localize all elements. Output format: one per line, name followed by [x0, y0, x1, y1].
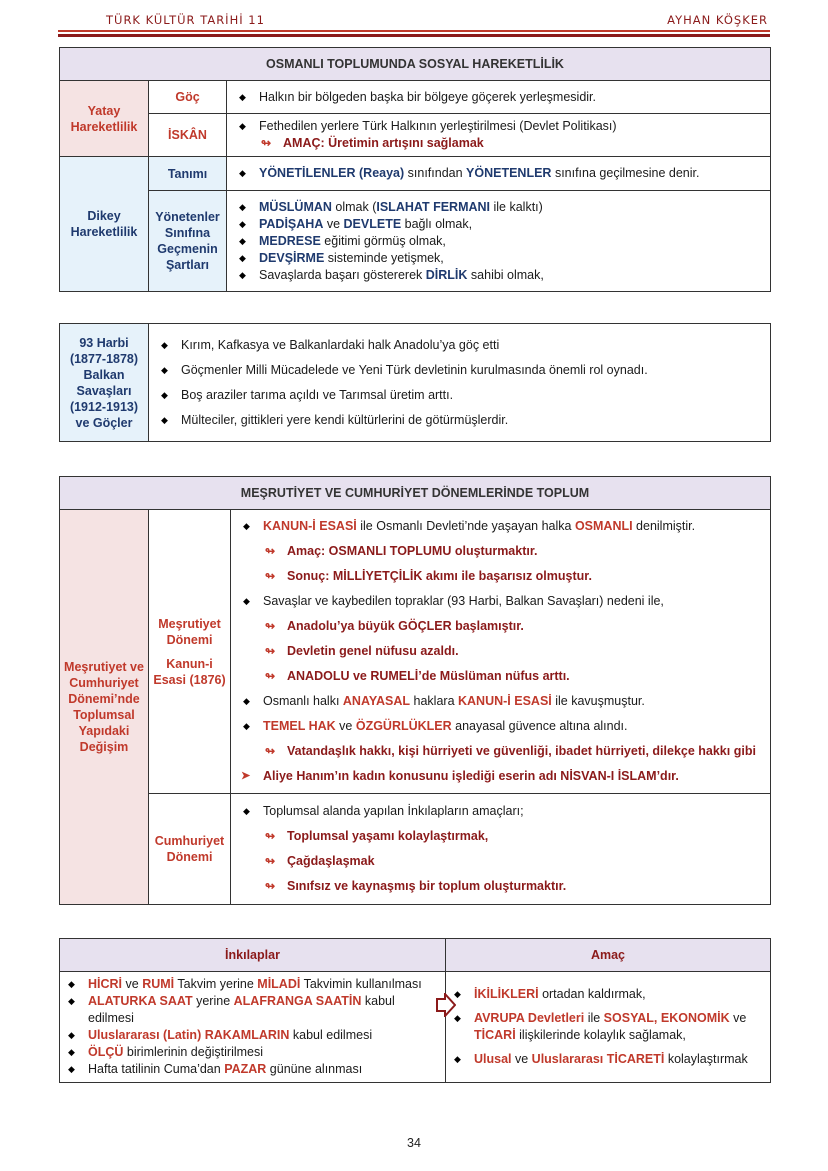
list-item: ↬ Sınıfsız ve kaynaşmış bir toplum oluşturmaktır. [239, 874, 762, 899]
header-left-title: TÜRK KÜLTÜR TARİHİ 11 [106, 13, 265, 27]
condition-item: ◆ MÜSLÜMAN olmak (ISLAHAT FERMANI ile kalktı) [235, 199, 762, 216]
list-item: ◆ TEMEL HAK ve ÖZGÜRLÜKLER anayasal güvence altına alındı. [239, 714, 762, 739]
list-item: ↬ Toplumsal yaşamı kolaylaştırmak, [239, 824, 762, 849]
header-author: AYHAN KÖŞKER [667, 13, 768, 27]
page-header [60, 10, 768, 32]
iskan-label: İSKÂN [149, 114, 227, 157]
condition-item: ◆ DEVŞİRME sisteminde yetişmek, [235, 250, 762, 267]
constitutional-period-cell [149, 510, 231, 794]
reform-item: ◆ Uluslararası (Latin) RAKAMLARIN kabul edilmesi [64, 1027, 437, 1044]
reform-item: ◆ ÖLÇÜ birimlerinin değiştirilmesi [64, 1044, 437, 1061]
table-title: MEŞRUTİYET VE CUMHURİYET DÖNEMLERİNDE TOPLUM [60, 477, 771, 510]
list-item: ◆ Boş araziler tarıma açıldı ve Tarımsal üretim arttı. [157, 383, 762, 408]
migration-definition: ◆ Halkın bir bölgeden başka bir bölgeye göçerek yerleşmesidir. [235, 89, 762, 106]
right-arrow-icon [436, 993, 456, 1017]
wars-label: 93 Harbi (1877-1878) Balkan Savaşları (1912-1913) ve Göçler [60, 324, 149, 442]
reform-item: ◆ Hafta tatilinin Cuma’dan PAZAR gününe alınması [64, 1061, 437, 1078]
header-rule-thin [58, 30, 770, 32]
reforms-header: İnkılaplar [60, 939, 446, 972]
condition-item: ◆ Savaşlarda başarı göstererek DİRLİK sahibi olmak, [235, 267, 762, 284]
change-label: Meşrutiyet ve Cumhuriyet Dönemi’nde Toplumsal Yapıdaki Değişim [60, 510, 149, 905]
list-item: ↬ Çağdaşlaşmak [239, 849, 762, 874]
list-item: ◆ Toplumsal alanda yapılan İnkılapların amaçları; [239, 799, 762, 824]
vertical-definition: ◆ YÖNETİLENLER (Reaya) sınıfından YÖNETENLER sınıfına geçilmesine denir. [235, 165, 762, 182]
constitutional-republic-table [59, 476, 771, 905]
wars-migration-table [59, 323, 771, 442]
page-number: 34 [407, 1136, 421, 1150]
list-item: ↬ Anadolu’ya büyük GÖÇLER başlamıştır. [239, 614, 762, 639]
header-rule-thick [58, 34, 770, 37]
iskan-aim: ↬ AMAÇ: Üretimin artışını sağlamak [235, 135, 762, 152]
aim-item: ◆ İKİLİKLERİ ortadan kaldırmak, [450, 986, 762, 1003]
definition-label: Tanımı [149, 157, 227, 191]
list-item: ◆ Osmanlı halkı ANAYASAL haklara KANUN-İ ESASİ ile kavuşmuştur. [239, 689, 762, 714]
aim-item: ◆ Ulusal ve Uluslararası TİCARETİ kolaylaştırmak [450, 1051, 762, 1068]
iskan-definition: ◆ Fethedilen yerlere Türk Halkının yerleştirilmesi (Devlet Politikası) [235, 118, 762, 135]
condition-item: ◆ PADİŞAHA ve DEVLETE bağlı olmak, [235, 216, 762, 233]
republic-period-label: Cumhuriyet Dönemi [149, 794, 231, 905]
list-item: ◆ KANUN-İ ESASİ ile Osmanlı Devleti’nde yaşayan halka OSMANLI denilmiştir. [239, 514, 762, 539]
list-item: ↬ ANADOLU ve RUMELİ’de Müslüman nüfus arttı. [239, 664, 762, 689]
list-item: ◆ Kırım, Kafkasya ve Balkanlardaki halk Anadolu’ya göç etti [157, 333, 762, 358]
condition-item: ◆ MEDRESE eğitimi görmüş olmak, [235, 233, 762, 250]
vertical-mobility-label: Dikey Hareketlilik [60, 157, 149, 292]
table-title: OSMANLI TOPLUMUNDA SOSYAL HAREKETLİLİK [60, 48, 771, 81]
kanun-i-esasi-label: Kanun-i Esasi (1876) [153, 656, 226, 687]
list-item: ↬ Amaç: OSMANLI TOPLUMU oluşturmaktır. [239, 539, 762, 564]
reforms-table [59, 938, 771, 1083]
aim-header: Amaç [446, 939, 771, 972]
conditions-label: Yönetenler Sınıfına Geçmenin Şartları [149, 191, 227, 292]
horizontal-mobility-label: Yatay Hareketlilik [60, 81, 149, 157]
reform-item: ◆ ALATURKA SAAT yerine ALAFRANGA SAATİN kabul edilmesi [64, 993, 437, 1027]
list-item: ➤ Aliye Hanım’ın kadın konusunu işlediği eserin adı NİSVAN-I İSLAM’dır. [239, 764, 762, 789]
reform-item: ◆ HİCRİ ve RUMİ Takvim yerine MİLADİ Takvimin kullanılması [64, 976, 437, 993]
social-mobility-table [59, 47, 771, 292]
aim-item: ◆ AVRUPA Devletleri ile SOSYAL, EKONOMİK ve TİCARİ ilişkilerinde kolaylık sağlamak, [450, 1010, 762, 1044]
list-item: ◆ Mülteciler, gittikleri yere kendi kültürlerini de götürmüşlerdir. [157, 408, 762, 433]
list-item: ↬ Devletin genel nüfusu azaldı. [239, 639, 762, 664]
constitutional-period-label: Meşrutiyet Dönemi [158, 616, 221, 647]
list-item: ↬ Sonuç: MİLLİYETÇİLİK akımı ile başarısız olmuştur. [239, 564, 762, 589]
list-item: ↬ Vatandaşlık hakkı, kişi hürriyeti ve güvenliği, ibadet hürriyeti, dilekçe hakkı gibi [239, 739, 762, 764]
list-item: ◆ Göçmenler Milli Mücadelede ve Yeni Türk devletinin kurulmasında önemli rol oynadı. [157, 358, 762, 383]
list-item: ◆ Savaşlar ve kaybedilen topraklar (93 Harbi, Balkan Savaşları) nedeni ile, [239, 589, 762, 614]
migration-label: Göç [149, 81, 227, 114]
